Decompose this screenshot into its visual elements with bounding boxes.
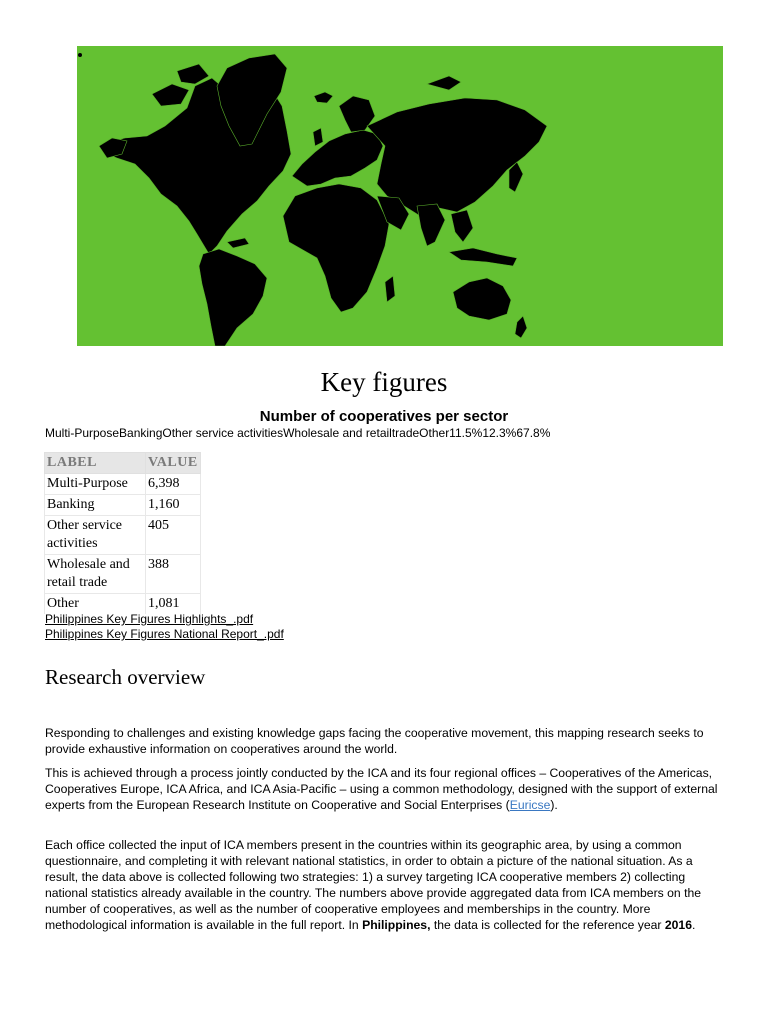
new-zealand-shape [515,316,527,338]
column-header-value: VALUE [146,453,201,474]
table-cell-value: 1,081 [146,594,201,615]
uk-shape [313,128,323,146]
india-shape [417,204,445,246]
download-links [45,612,284,642]
table-row [45,474,201,495]
table-row [45,594,201,615]
siberia-islands-shape [427,76,461,90]
column-header-label: LABEL [45,453,146,474]
south-america-shape [199,249,267,346]
indonesia-shape [449,248,517,266]
download-highlights-link[interactable]: Philippines Key Figures Highlights_.pdf [45,612,254,626]
table-cell-value: 405 [146,516,201,555]
paragraph-text: the data is collected for the reference year [430,918,665,932]
research-paragraph-2 [45,765,725,813]
iceland-shape [314,92,333,103]
paragraph-text: . [692,918,696,932]
table-cell-value: 1,160 [146,495,201,516]
table-cell-value: 388 [146,555,201,594]
australia-shape [453,278,511,320]
table-cell-label: Other [45,594,146,615]
canadian-arctic-2-shape [177,64,209,84]
madagascar-shape [385,276,395,302]
map-marker-dot [78,53,82,57]
table-row [45,495,201,516]
table-cell-label: Other service activities [45,516,146,555]
europe-shape [292,130,383,186]
table-cell-label: Banking [45,495,146,516]
chart-title: Number of cooperatives per sector [259,408,509,425]
world-map [77,46,723,346]
table-cell-label: Wholesale and retail trade [45,555,146,594]
table-row [45,555,201,594]
sector-table [44,452,201,614]
country-name: Philippines, [362,918,431,932]
southeast-asia-shape [451,210,473,242]
table-cell-value: 6,398 [146,474,201,495]
research-paragraph-3 [45,837,725,933]
paragraph-text: ). [550,798,558,812]
page-title: Key figures [320,367,448,397]
download-national-report-link[interactable]: Philippines Key Figures National Report_.pdf [45,627,284,641]
euricse-link[interactable]: Euricse [509,798,551,812]
reference-year: 2016 [664,918,692,932]
caribbean-shape [227,238,249,248]
africa-shape [283,184,389,312]
world-map-svg [77,46,723,346]
table-row [45,516,201,555]
paragraph-text: Each office collected the input of ICA members present in the countries within its geographic area, by using a common questionnaire, and completing it with relevant national statistics, in order to obtain a picture of the national situation. As a result, the data above is collected following two strategies: 1) a survey targeting ICA cooperative members 2) collecting national statistics already available in the country. The numbers above provide aggregated data from ICA members on the number of cooperatives, as well as the number of cooperative employees and memberships in the country. More methodological information is available in the full report. In [45,838,702,932]
table-header-row [45,453,201,474]
paragraph-text: This is achieved through a process jointly conducted by the ICA and its four regional offices – Cooperatives of the Americas, Cooperatives Europe, ICA Africa, and ICA Asia-Pacific – using a common methodology, designed with the support of external experts from the European Research Institute on Cooperative and Social Enterprises ( [45,766,718,812]
table-cell-label: Multi-Purpose [45,474,146,495]
research-paragraph-1: Responding to challenges and existing knowledge gaps facing the cooperative movement, this mapping research seeks to provide exhaustive information on cooperatives around the world. [45,726,704,756]
canadian-arctic-shape [152,84,189,106]
research-overview-heading: Research overview [45,665,206,689]
chart-fallback-text: Multi-PurposeBankingOther service activitiesWholesale and retailtradeOther11.5%12.3%67.8% [45,426,551,440]
